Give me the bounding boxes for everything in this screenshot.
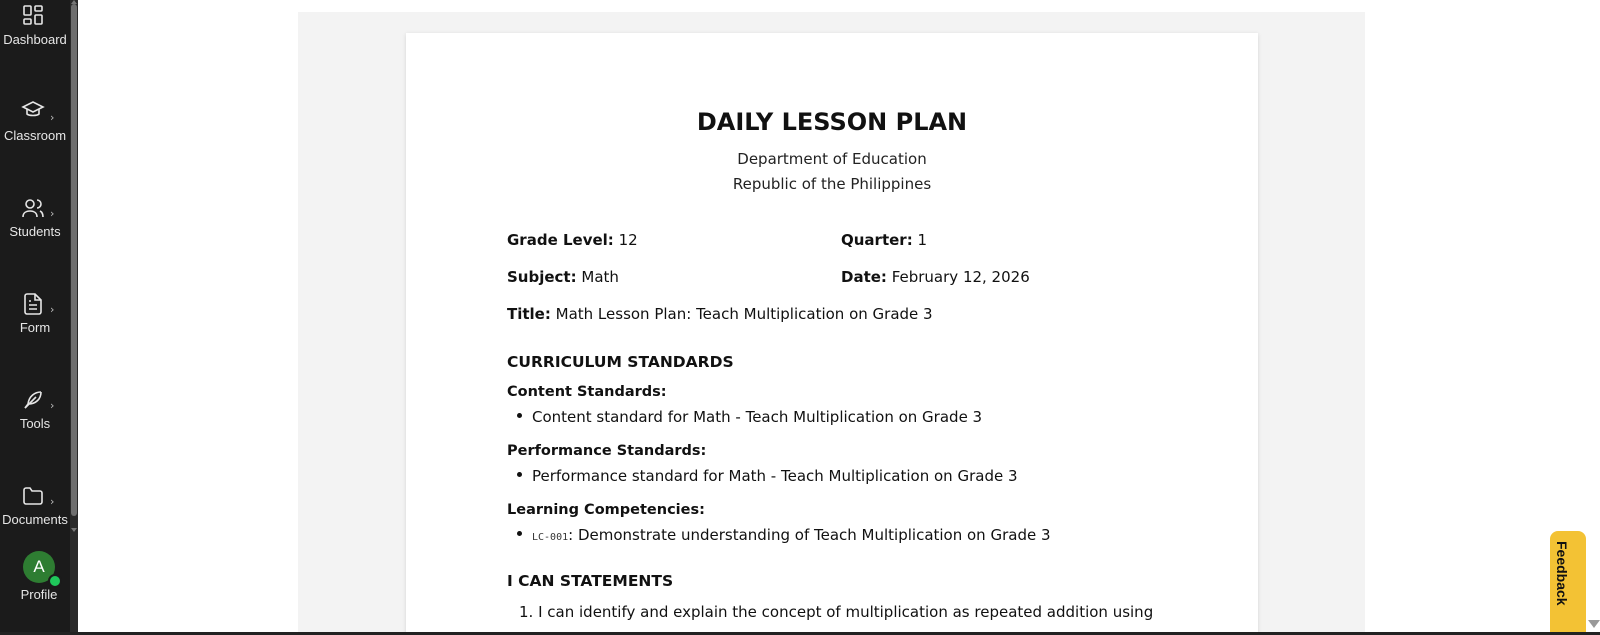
sidebar-item-form[interactable] — [0, 280, 70, 360]
sidebar-item-label: Students — [9, 224, 61, 239]
chevron-right-icon: › — [50, 303, 55, 316]
document-subtitle-department: Department of Education — [737, 150, 927, 168]
field-label: Subject: — [507, 268, 577, 286]
field-label: Title: — [507, 305, 551, 323]
feedback-button[interactable] — [1550, 531, 1586, 635]
field-value: February 12, 2026 — [891, 268, 1030, 286]
document-subtitle-country: Republic of the Philippines — [732, 175, 932, 193]
avatar[interactable]: A — [23, 551, 55, 583]
chevron-right-icon: › — [50, 399, 55, 412]
profile-label: Profile — [20, 587, 58, 602]
sidebar-item-label: Classroom — [3, 128, 67, 143]
scroll-down-arrow-icon[interactable] — [1588, 620, 1600, 628]
list-item-text: Performance standard for Math - Teach Multiplication on Grade 3 — [532, 467, 1018, 485]
chevron-right-icon: › — [50, 207, 55, 220]
field-value: Math Lesson Plan: Teach Multiplication on Grade 3 — [555, 305, 933, 323]
chevron-right-icon: › — [50, 111, 55, 124]
sidebar-item-documents[interactable] — [0, 472, 70, 552]
scroll-down-arrow-icon[interactable] — [71, 528, 77, 532]
i-can-statements-heading: I CAN STATEMENTS — [507, 572, 674, 590]
bullet-dot — [517, 413, 522, 418]
performance-standards-heading: Performance Standards: — [507, 443, 707, 459]
list-item-text: I can identify and explain the concept of multiplication as repeated addition using — [538, 603, 1154, 621]
field-date — [841, 268, 1030, 286]
users-icon — [21, 196, 45, 220]
folder-icon — [21, 484, 45, 508]
list-item-text: Content standard for Math - Teach Multiplication on Grade 3 — [532, 408, 983, 426]
list-item-number: 1. — [519, 603, 534, 621]
field-value: 1 — [917, 231, 928, 249]
field-label: Quarter: — [841, 231, 913, 249]
field-value: 12 — [618, 231, 638, 249]
feedback-label: Feedback — [1554, 541, 1570, 606]
sidebar-profile[interactable] — [0, 548, 78, 608]
field-value: Math — [581, 268, 619, 286]
sidebar-item-label: Tools — [19, 416, 51, 431]
sidebar — [0, 0, 78, 635]
field-label: Date: — [841, 268, 887, 286]
field-quarter — [841, 231, 927, 249]
feather-icon — [21, 388, 45, 412]
content-standards-heading: Content Standards: — [507, 384, 667, 400]
competency-code: LC-001 — [532, 532, 569, 543]
sidebar-item-label: Dashboard — [3, 32, 67, 47]
file-text-icon — [21, 292, 45, 316]
curriculum-standards-heading: CURRICULUM STANDARDS — [507, 353, 734, 371]
sidebar-item-label: Documents — [2, 512, 68, 527]
list-item-text: : Demonstrate understanding of Teach Multiplication on Grade 3 — [568, 526, 1051, 544]
list-item — [517, 408, 982, 426]
field-label: Grade Level: — [507, 231, 614, 249]
sidebar-item-dashboard[interactable] — [0, 0, 70, 72]
sidebar-item-label: Form — [19, 320, 51, 335]
graduation-cap-icon — [21, 98, 45, 122]
page-title: DAILY LESSON PLAN — [696, 108, 968, 136]
sidebar-scrollbar-thumb[interactable] — [71, 4, 77, 516]
list-item — [517, 467, 1018, 485]
chevron-right-icon: › — [50, 495, 55, 508]
online-status-dot — [48, 574, 62, 588]
list-item — [519, 603, 1153, 621]
field-title — [507, 305, 933, 323]
learning-competencies-heading: Learning Competencies: — [507, 502, 705, 518]
field-subject — [507, 268, 619, 286]
field-grade-level — [507, 231, 638, 249]
sidebar-item-students[interactable] — [0, 184, 70, 264]
sidebar-item-classroom[interactable] — [0, 88, 70, 168]
bullet-dot — [517, 531, 522, 536]
bullet-dot — [517, 472, 522, 477]
grid-icon — [21, 3, 45, 27]
sidebar-item-tools[interactable] — [0, 376, 70, 456]
list-item — [517, 526, 1051, 544]
